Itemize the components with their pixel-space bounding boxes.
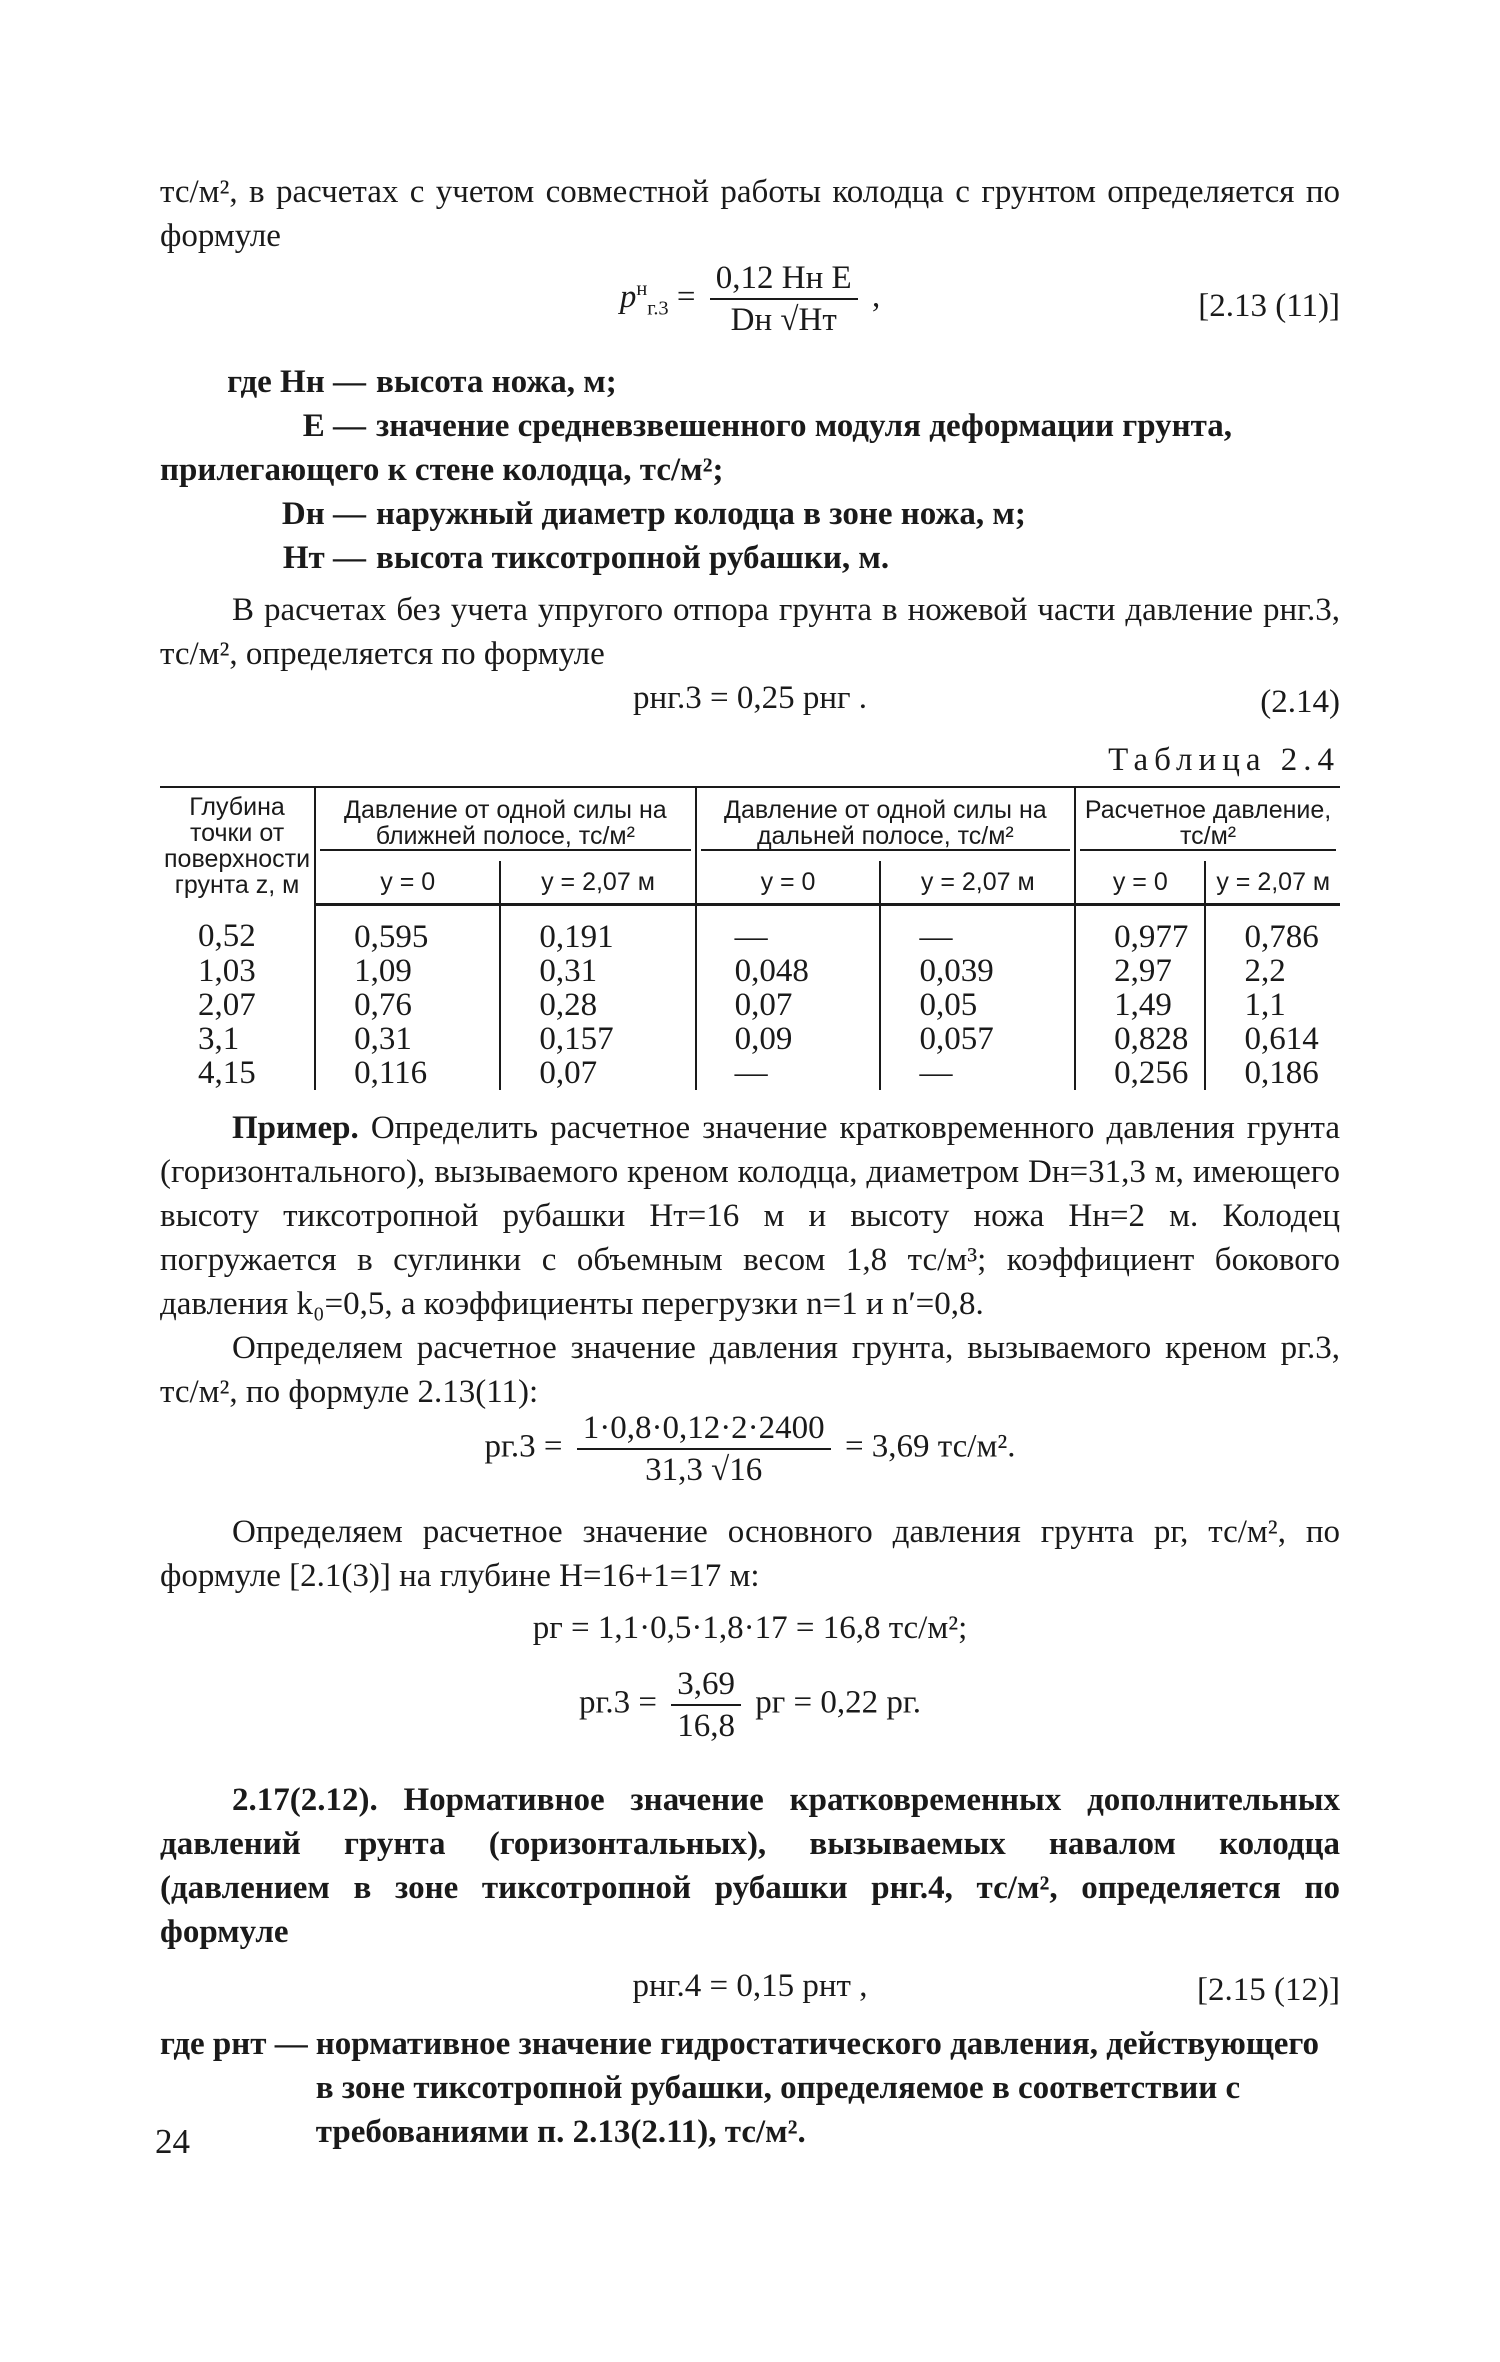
- table-caption: Таблица 2.4: [1108, 742, 1340, 778]
- equation-number: [2.13 (11)]: [1198, 288, 1340, 324]
- column-group-near: Давление от одной силы на ближней полосе, тс/м²: [315, 787, 696, 861]
- definition-item: E — значение средневзвешенного модуля деформации грунта,: [302, 408, 1233, 444]
- fraction: $\frac{\text{0,12 Hн E}}{Dн √Hт}$: [710, 258, 858, 340]
- subheader-y207: y = 2,07 м: [500, 861, 695, 904]
- page-body: [160, 170, 1340, 2154]
- definition-item: Hт — высота тиксотропной рубашки, м.: [282, 540, 890, 576]
- table-row: 1,03 1,09 0,31 0,048 0,039 2,97 2,2: [160, 954, 1340, 988]
- fraction: $\frac{1\cdot 0,8\cdot 0,12\cdot 2\cdot 2400}{31,3 √16}$: [577, 1408, 831, 1490]
- equation-2-13: $p^н_{г.3}$ = $\frac{\text{0,12 Hн E}}{Dн √Hт}$ , [2.13 (11)]: [619, 260, 1340, 338]
- equation-example-1: pг.3 = $\frac{1\cdot 0,8\cdot 0,12\cdot 2\cdot 2400}{31,3 √16}$ = 3,69 тс/м².: [484, 1409, 1016, 1488]
- example-label: Пример.: [232, 1109, 359, 1146]
- equation-example-2: pг = 1,1·0,5·1,8·17 = 16,8 тс/м²;: [532, 1609, 968, 1646]
- equation-2-14: pнг.3 = 0,25 pнг . (2.14): [160, 676, 1340, 730]
- equation-number: (2.14): [1260, 684, 1340, 720]
- section-2-17: 2.17(2.12). Нормативное значение кратковременных дополнительных давлений грунта (горизонтальных), вызываемых навалом колодца (давлением в зоне тиксотропной рубашки pнг.4, тс/м², определяется по формуле: [160, 1781, 1340, 1950]
- table-row: 3,1 0,31 0,157 0,09 0,057 0,828 0,614: [160, 1022, 1340, 1056]
- table-row: 0,52 0,595 0,191 — — 0,977 0,786: [160, 904, 1340, 954]
- table-row: 2,07 0,76 0,28 0,07 0,05 1,49 1,1: [160, 988, 1340, 1022]
- paragraph-determine-2: Определяем расчетное значение основного давления грунта pг, тс/м², по формуле [2.1(3)] на глубине H=16+1=17 м:: [160, 1513, 1340, 1594]
- definitions-list: [160, 360, 1340, 580]
- equation-number: [2.15 (12)]: [1197, 1971, 1340, 2008]
- subheader-y207: y = 2,07 м: [880, 861, 1075, 904]
- definition-item: где pнт — нормативное значение гидростатического давления, действующего в зоне тиксотропной рубашки, определяемое в соответствии с требованиями п. 2.13(2.11), тс/м².: [160, 2025, 1320, 2150]
- subheader-y207: y = 2,07 м: [1205, 861, 1340, 904]
- definition-continuation: прилегающего к стене колодца, тс/м²;: [160, 452, 724, 488]
- equation-example-3: pг.3 = $\frac{3,69}{16,8}$ pг = 0,22 pг.: [579, 1665, 921, 1744]
- page-number: 24: [155, 2122, 190, 2161]
- column-header-depth: Глубина точки от поверхности грунта z, м: [164, 793, 311, 899]
- definition-item: где Hн — высота ножа, м;: [227, 364, 617, 400]
- column-group-design: Расчетное давление, тс/м²: [1075, 787, 1340, 861]
- table-2-4: [160, 786, 1340, 1090]
- equation-2-15: pнг.4 = 0,15 pнт , [2.15 (12)]: [160, 1964, 1340, 2022]
- subheader-y0: y = 0: [1075, 861, 1205, 904]
- paragraph-determine-1: Определяем расчетное значение давления грунта, вызываемого креном pг.3, тс/м², по формуле 2.13(11):: [160, 1329, 1340, 1410]
- paragraph-no-elastic: В расчетах без учета упругого отпора грунта в ножевой части давление pнг.3, тс/м², определяется по формуле: [160, 592, 1340, 672]
- paragraph-intro: тс/м², в расчетах с учетом совместной работы колодца с грунтом определяется по формуле: [160, 174, 1340, 254]
- definition-item: Dн — наружный диаметр колодца в зоне ножа, м;: [281, 496, 1026, 532]
- subheader-y0: y = 0: [315, 861, 500, 904]
- table-row: 4,15 0,116 0,07 — — 0,256 0,186: [160, 1056, 1340, 1090]
- fraction: $\frac{3,69}{16,8}$: [671, 1664, 741, 1746]
- column-group-far: Давление от одной силы на дальней полосе, тс/м²: [696, 787, 1076, 861]
- subheader-y0: y = 0: [696, 861, 881, 904]
- paragraph-example: Пример. Определить расчетное значение кратковременного давления грунта (горизонтального), вызываемого креном колодца, диаметром Dн=31,3 м, имеющего высоту тиксотропной рубашки Hт=16 м и высоту ножа Hн=2 м. Колодец погружается в суглинки с объемным весом 1,8 тс/м³; коэффициент бокового давления k₀=0,5, а коэффициенты перегрузки n=1 и n′=0,8.: [160, 1109, 1341, 1322]
